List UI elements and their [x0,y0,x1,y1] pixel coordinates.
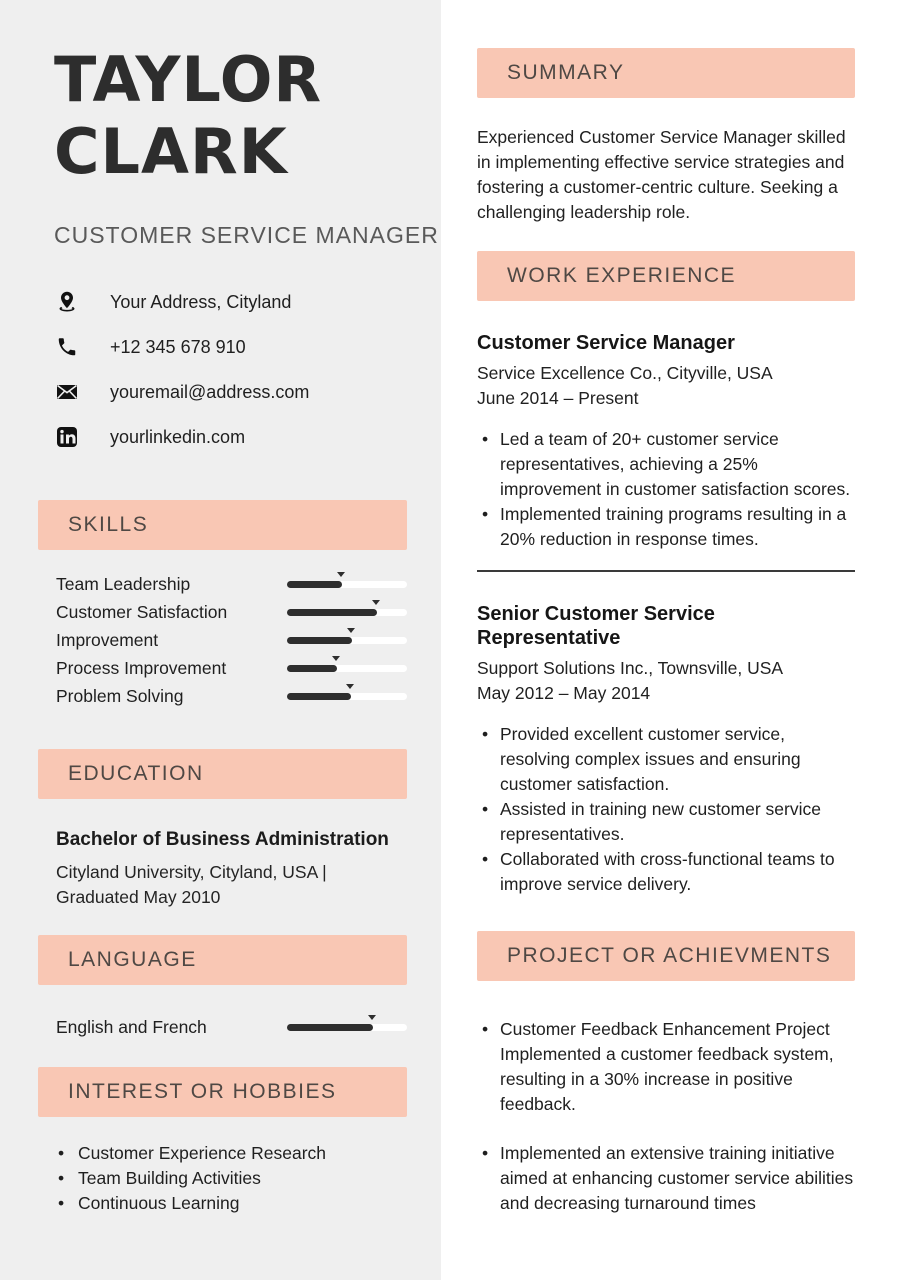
contact-email: youremail@address.com [110,381,310,402]
skill-row [56,654,407,682]
contact-row-linkedin [54,424,441,450]
skill-label: Team Leadership [56,573,191,594]
job-title: Senior Customer Service Representative [477,603,715,649]
skills-heading: SKILLS [38,500,407,550]
last-name: CLARK [54,115,288,188]
contact-linkedin: yourlinkedin.com [110,426,246,447]
interests-section [0,1067,441,1216]
education-degree: Bachelor of Business Administration [56,829,389,850]
meter-caret-icon [332,656,340,661]
language-meter [287,1024,407,1031]
skill-meter-fill [287,581,342,588]
candidate-job-title: CUSTOMER SERVICE MANAGER [54,222,439,248]
meter-caret-icon [337,572,345,577]
job-bullet: • Implemented training programs resulting in a 20% reduction in response times. [477,502,855,552]
location-pin-icon [54,289,80,315]
projects-section [477,931,855,1216]
skill-label: Problem Solving [56,685,184,706]
job-divider [477,570,855,572]
skills-section [0,500,441,710]
skill-list [56,570,407,710]
job-company: Support Solutions Inc., Townsville, USA [477,658,784,678]
first-name: TAYLOR [54,43,323,116]
linkedin-icon [54,424,80,450]
language-label: English and French [56,1016,207,1037]
job-bullet: • Assisted in training new customer service representatives. [477,797,855,847]
language-row [56,1013,407,1041]
interest-item: • Customer Experience Research [56,1141,407,1166]
education-section [0,749,441,910]
summary-heading: SUMMARY [477,48,855,98]
summary-text: Experienced Customer Service Manager skilled in implementing effective service strategies and fostering a customer-centric culture. Seeking a challenging leadership role. [477,127,846,222]
job-entry [477,331,855,552]
job-title: Customer Service Manager [477,332,735,354]
skill-meter [287,581,407,588]
job-bullet: • Collaborated with cross-functional teams to improve service delivery. [477,847,855,897]
interests-heading: INTEREST OR HOBBIES [38,1067,407,1117]
meter-caret-icon [368,1015,376,1020]
job-bullet-list [477,427,855,552]
education-heading: EDUCATION [38,749,407,799]
language-heading: LANGUAGE [38,935,407,985]
skill-meter [287,693,407,700]
skill-label: Improvement [56,629,159,650]
skill-row [56,682,407,710]
job-meta [477,361,855,411]
job-bullet: • Provided excellent customer service, resolving complex issues and ensuring customer satisfaction. [477,722,855,797]
contact-list [0,289,441,450]
job-dates: May 2012 – May 2014 [477,683,651,703]
projects-heading: PROJECT OR ACHIEVMENTS [477,931,855,981]
job-dates: June 2014 – Present [477,388,639,408]
contact-row-phone [54,334,441,360]
interest-item: • Continuous Learning [56,1191,407,1216]
meter-caret-icon [346,684,354,689]
skill-meter [287,609,407,616]
project-bullet: • Customer Feedback Enhancement Project Implemented a customer feedback system, resulting in a 30% increase in positive feedback. [477,1017,855,1117]
contact-row-address [54,289,441,315]
skill-row [56,598,407,626]
skill-row [56,626,407,654]
contact-address: Your Address, Cityland [110,291,292,312]
job-entry [477,602,855,897]
skill-meter [287,637,407,644]
skill-label: Process Improvement [56,657,227,678]
main-content [441,0,905,1280]
skill-meter-fill [287,693,351,700]
left-sidebar [0,0,441,1280]
summary-section [477,48,855,225]
language-section [0,935,441,1041]
skill-label: Customer Satisfaction [56,601,228,622]
skill-meter-fill [287,665,337,672]
email-icon [54,379,80,405]
interest-item: • Team Building Activities [56,1166,407,1191]
skill-meter-fill [287,637,352,644]
job-meta [477,656,855,706]
education-entry [56,829,407,910]
work-experience-heading: WORK EXPERIENCE [477,251,855,301]
projects-list [477,1017,855,1216]
phone-icon [54,334,80,360]
work-experience-section [477,251,855,897]
meter-caret-icon [347,628,355,633]
contact-phone: +12 345 678 910 [110,336,246,357]
contact-row-email [54,379,441,405]
interests-list [56,1141,407,1216]
job-company: Service Excellence Co., Cityville, USA [477,363,773,383]
candidate-name [0,44,441,188]
project-bullet: • Implemented an extensive training initiative aimed at enhancing customer service abilities and decreasing turnaround times [477,1141,855,1216]
skill-meter-fill [287,609,377,616]
skill-row [56,570,407,598]
language-meter-fill [287,1024,373,1031]
job-bullet-list [477,722,855,897]
education-school: Cityland University, Cityland, USA | Graduated May 2010 [56,862,327,907]
skill-meter [287,665,407,672]
job-bullet: • Led a team of 20+ customer service representatives, achieving a 25% improvement in customer satisfaction scores. [477,427,855,502]
meter-caret-icon [372,600,380,605]
